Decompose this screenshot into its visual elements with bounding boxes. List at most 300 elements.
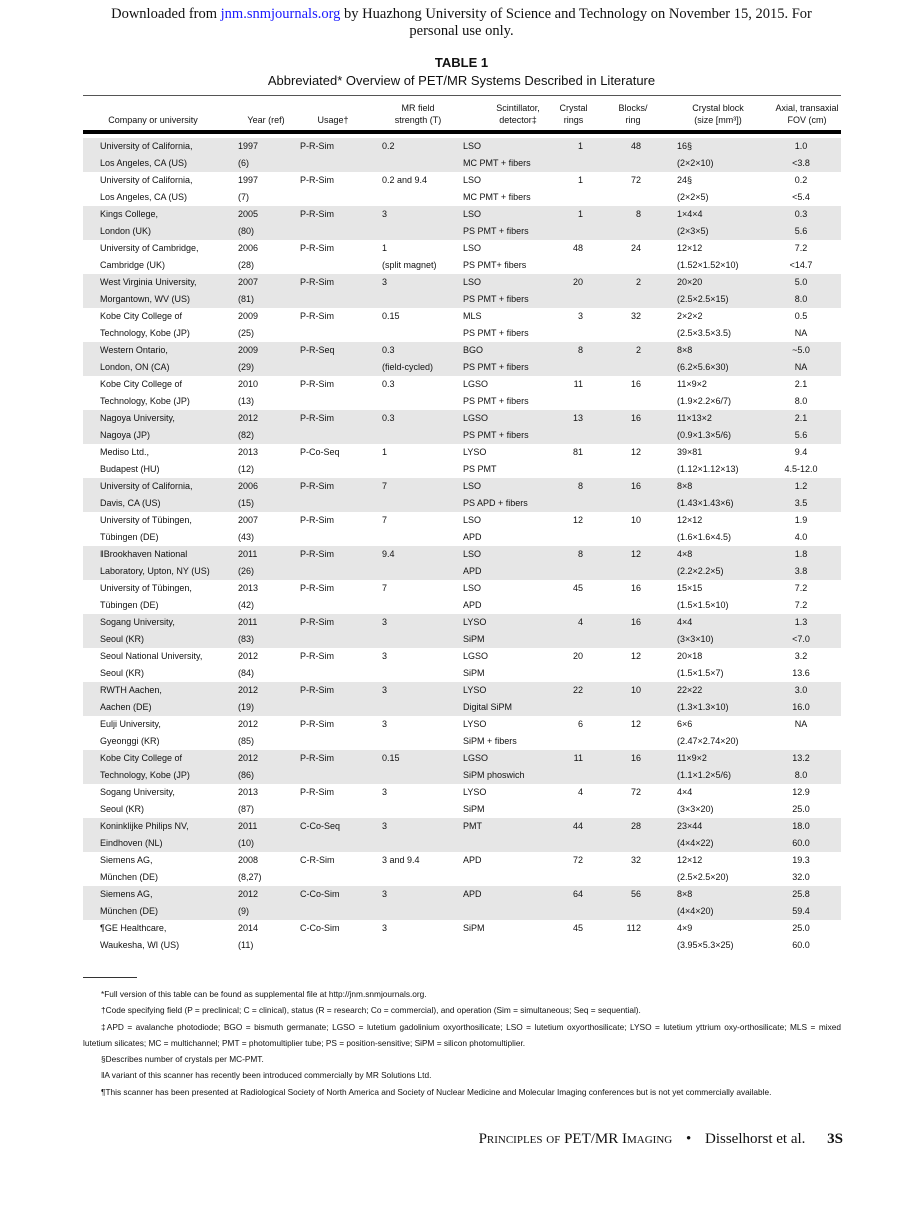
notice-text: by Huazhong University of Science and Technology on November 15, 2015. For xyxy=(340,6,812,22)
cell-scint: LYSO xyxy=(463,617,487,627)
cell-company: München (DE) xyxy=(100,906,159,916)
cell-block: (2.5×2.5×20) xyxy=(677,872,729,882)
cell-usage: P-R-Sim xyxy=(300,481,334,491)
cell-scint: LYSO xyxy=(463,719,487,729)
cell-year: (12) xyxy=(238,464,255,474)
cell-company: Davis, CA (US) xyxy=(100,498,161,508)
cell-scint: LSO xyxy=(463,141,482,151)
cell-usage: P-R-Sim xyxy=(300,719,334,729)
running-title: Principles of PET/MR Imaging xyxy=(478,1131,673,1147)
cell-fov: 3.0 xyxy=(794,685,808,695)
cell-company: Eulji University, xyxy=(100,719,161,729)
footnote: ‖A variant of this scanner has recently been introduced commercially by MR Solutions Ltd. xyxy=(101,1070,432,1081)
cell-company: Laboratory, Upton, NY (US) xyxy=(100,566,210,576)
cell-scint: SiPM xyxy=(463,634,485,644)
cell-year: 2013 xyxy=(238,583,259,593)
cell-usage: P-R-Sim xyxy=(300,549,334,559)
column-header-scintillator: Scintillator, detector‡ xyxy=(496,103,540,125)
cell-company: Western Ontario, xyxy=(100,345,168,355)
table-row xyxy=(83,750,841,784)
page-number: 3S xyxy=(827,1131,843,1147)
cell-field: 0.15 xyxy=(382,753,400,763)
cell-fov: 1.0 xyxy=(794,141,808,151)
table-row xyxy=(83,410,841,444)
cell-scint: PS PMT + fibers xyxy=(463,396,529,406)
journal-link[interactable]: jnm.snmjournals.org xyxy=(220,6,341,22)
column-header-year: Year (ref) xyxy=(247,115,285,125)
cell-field: 9.4 xyxy=(382,549,395,559)
cell-blocks: 12 xyxy=(630,447,641,457)
cell-scint: SiPM phoswich xyxy=(463,770,525,780)
table-row xyxy=(83,648,841,682)
page-footer xyxy=(479,1131,843,1148)
cell-scint: LGSO xyxy=(463,379,489,389)
table-row xyxy=(83,206,841,240)
cell-rings: 64 xyxy=(572,889,583,899)
cell-field: 7 xyxy=(382,515,388,525)
table-row xyxy=(83,852,841,886)
cell-block: (1.6×1.6×4.5) xyxy=(677,532,732,542)
cell-fov: 25.8 xyxy=(792,889,810,899)
cell-block: (6.2×5.6×30) xyxy=(677,362,729,372)
cell-fov: 5.6 xyxy=(794,226,808,236)
cell-year: 2006 xyxy=(238,481,259,491)
cell-company: Seoul (KR) xyxy=(100,804,145,814)
cell-company: Kings College, xyxy=(100,209,159,219)
cell-company: Tübingen (DE) xyxy=(100,600,159,610)
cell-year: (25) xyxy=(238,328,255,338)
footnote: †Code specifying field (P = preclinical; C = clinical), status (R = research; Co = commercial), and operation (Sim = simultaneous; Seq = sequential). xyxy=(101,1005,641,1016)
cell-year: 2007 xyxy=(238,515,259,525)
cell-year: (26) xyxy=(238,566,255,576)
cell-scint: APD xyxy=(463,889,482,899)
cell-scint: PS PMT + fibers xyxy=(463,226,529,236)
cell-year: 2008 xyxy=(238,855,259,865)
cell-company: Koninklijke Philips NV, xyxy=(100,821,189,831)
cell-rings: 45 xyxy=(572,923,583,933)
cell-block: 12×12 xyxy=(677,855,703,865)
cell-company: Eindhoven (NL) xyxy=(100,838,163,848)
cell-block: (1.43×1.43×6) xyxy=(677,498,734,508)
cell-year: (29) xyxy=(238,362,255,372)
cell-company: University of California, xyxy=(100,481,193,491)
cell-year: (81) xyxy=(238,294,255,304)
cell-fov: 7.2 xyxy=(794,583,808,593)
table-row xyxy=(83,886,841,920)
cell-scint: PMT xyxy=(463,821,482,831)
cell-scint: LSO xyxy=(463,549,482,559)
cell-year: (11) xyxy=(238,940,254,950)
footnote: ‡APD = avalanche photodiode; BGO = bismuth germanate; LGSO = lutetium gadolinium oxyorthosilicate; LSO = lutetium oxyorthosilicate; LYSO = lutetium yttrium oxy-orthosilicate; MLS = mixed lutetium silicates; MC = multichannel; PMT = photomultiplier tube; PS = position-sensitive; SiPM = silicon photomultiplier. xyxy=(83,1021,841,1048)
cell-block: 20×20 xyxy=(677,277,703,287)
table-label: TABLE 1 xyxy=(434,55,489,70)
cell-block: 4×9 xyxy=(677,923,693,933)
cell-field: 3 xyxy=(382,209,388,219)
table-row xyxy=(83,172,841,206)
cell-fov: 1.2 xyxy=(794,481,808,491)
cell-scint: LYSO xyxy=(463,685,487,695)
cell-blocks: 10 xyxy=(630,515,641,525)
table-row xyxy=(83,444,841,478)
cell-fov: 4.5-12.0 xyxy=(784,464,818,474)
cell-scint: PS PMT + fibers xyxy=(463,294,529,304)
table-row xyxy=(83,342,841,376)
cell-usage: P-R-Sim xyxy=(300,753,334,763)
cell-field: 0.2 xyxy=(382,141,395,151)
cell-scint: LSO xyxy=(463,515,482,525)
cell-blocks: 12 xyxy=(630,651,641,661)
cell-block: (2.5×3.5×3.5) xyxy=(677,328,732,338)
cell-block: (2.2×2.2×5) xyxy=(677,566,724,576)
cell-fov: 8.0 xyxy=(794,396,808,406)
cell-year: (15) xyxy=(238,498,255,508)
table-row xyxy=(83,784,841,818)
cell-scint: LYSO xyxy=(463,447,487,457)
cell-fov: 1.8 xyxy=(794,549,808,559)
cell-block: (2.5×2.5×15) xyxy=(677,294,729,304)
cell-fov: 0.3 xyxy=(794,209,808,219)
cell-year: (42) xyxy=(238,600,255,610)
cell-block: 12×12 xyxy=(677,243,703,253)
cell-year: 2007 xyxy=(238,277,259,287)
column-header-fov: Axial, transaxial FOV (cm) xyxy=(775,103,839,125)
cell-fov: 16.0 xyxy=(792,702,810,712)
cell-company: Cambridge (UK) xyxy=(100,260,166,270)
cell-usage: P-R-Sim xyxy=(300,685,334,695)
cell-block: 22×22 xyxy=(677,685,703,695)
table-row xyxy=(83,274,841,308)
cell-rings: 1 xyxy=(577,141,583,151)
cell-company: Budapest (HU) xyxy=(100,464,160,474)
cell-blocks: 72 xyxy=(630,787,641,797)
cell-company: London (UK) xyxy=(100,226,152,236)
cell-scint: SiPM xyxy=(463,668,485,678)
cell-fov: 59.4 xyxy=(792,906,810,916)
cell-year: (8,27) xyxy=(238,872,262,882)
cell-fov: 18.0 xyxy=(792,821,810,831)
cell-block: 11×13×2 xyxy=(677,413,712,423)
cell-rings: 8 xyxy=(577,481,583,491)
cell-block: (1.5×1.5×10) xyxy=(677,600,729,610)
cell-field: 3 xyxy=(382,821,388,831)
cell-field: 3 xyxy=(382,923,388,933)
cell-rings: 72 xyxy=(572,855,583,865)
cell-scint: LYSO xyxy=(463,787,487,797)
cell-blocks: 28 xyxy=(630,821,641,831)
cell-scint: LSO xyxy=(463,481,482,491)
table-title: Abbreviated* Overview of PET/MR Systems Described in Literature xyxy=(267,73,656,88)
cell-scint: PS PMT + fibers xyxy=(463,328,529,338)
cell-company: University of California, xyxy=(100,141,193,151)
cell-scint: PS PMT + fibers xyxy=(463,430,529,440)
cell-year: (19) xyxy=(238,702,255,712)
cell-year: 2012 xyxy=(238,685,259,695)
cell-scint: LGSO xyxy=(463,413,489,423)
cell-year: 2011 xyxy=(238,617,258,627)
cell-company: Nagoya University, xyxy=(100,413,175,423)
cell-company: Seoul (KR) xyxy=(100,634,145,644)
cell-scint: LGSO xyxy=(463,753,489,763)
cell-year: (84) xyxy=(238,668,255,678)
cell-year: (7) xyxy=(238,192,249,202)
cell-usage: P-R-Sim xyxy=(300,379,334,389)
cell-year: 2010 xyxy=(238,379,259,389)
cell-company: Technology, Kobe (JP) xyxy=(100,770,190,780)
cell-blocks: 2 xyxy=(635,277,641,287)
cell-blocks: 32 xyxy=(630,311,641,321)
cell-fov: <3.8 xyxy=(792,158,810,168)
cell-company: University of Tübingen, xyxy=(100,515,192,525)
cell-year: 2014 xyxy=(238,923,259,933)
cell-blocks: 112 xyxy=(626,923,641,933)
cell-year: (6) xyxy=(238,158,249,168)
cell-year: 2012 xyxy=(238,889,259,899)
cell-scint: LSO xyxy=(463,243,482,253)
cell-block: (1.5×1.5×7) xyxy=(677,668,724,678)
cell-usage: P-R-Sim xyxy=(300,583,334,593)
table-body xyxy=(83,138,841,954)
notice-text: Downloaded from xyxy=(111,6,221,22)
cell-block: 15×15 xyxy=(677,583,703,593)
cell-rings: 48 xyxy=(572,243,583,253)
cell-blocks: 12 xyxy=(630,549,641,559)
cell-block: (1.12×1.12×13) xyxy=(677,464,739,474)
footnote: ¶This scanner has been presented at Radiological Society of North America and Society of Nuclear Medicine and Molecular Imaging conferences but is not yet commercially available. xyxy=(101,1086,772,1097)
cell-block: 8×8 xyxy=(677,481,693,491)
cell-fov: ~5.0 xyxy=(792,345,810,355)
table-row xyxy=(83,920,841,954)
cell-fov: 8.0 xyxy=(794,294,808,304)
cell-company: Los Angeles, CA (US) xyxy=(100,192,188,202)
cell-company: Kobe City College of xyxy=(100,311,183,321)
cell-company: ¶GE Healthcare, xyxy=(100,923,167,933)
cell-blocks: 16 xyxy=(630,617,641,627)
cell-block: 23×44 xyxy=(677,821,703,831)
cell-scint: MLS xyxy=(463,311,482,321)
cell-rings: 22 xyxy=(572,685,583,695)
footnote-divider xyxy=(83,977,137,978)
cell-fov: <7.0 xyxy=(792,634,810,644)
cell-company: Siemens AG, xyxy=(100,889,153,899)
cell-field: 3 xyxy=(382,719,388,729)
cell-block: 1×4×4 xyxy=(677,209,703,219)
cell-scint: PS PMT+ fibers xyxy=(463,260,527,270)
cell-blocks: 32 xyxy=(630,855,641,865)
table-row xyxy=(83,682,841,716)
cell-company: Tübingen (DE) xyxy=(100,532,159,542)
cell-scint: PS APD + fibers xyxy=(463,498,528,508)
table-row xyxy=(83,308,841,342)
cell-year: 2012 xyxy=(238,413,259,423)
cell-rings: 4 xyxy=(577,787,583,797)
cell-field: 3 xyxy=(382,787,388,797)
cell-scint: SiPM xyxy=(463,804,485,814)
cell-block: (4×4×22) xyxy=(677,838,714,848)
cell-fov: 4.0 xyxy=(794,532,808,542)
cell-field: 0.3 xyxy=(382,345,395,355)
cell-fov: 3.5 xyxy=(794,498,808,508)
cell-rings: 20 xyxy=(572,277,583,287)
cell-scint: SiPM + fibers xyxy=(463,736,517,746)
cell-company: Kobe City College of xyxy=(100,379,183,389)
cell-block: (3×3×20) xyxy=(677,804,714,814)
cell-usage: P-R-Sim xyxy=(300,651,334,661)
cell-rings: 11 xyxy=(573,379,583,389)
cell-blocks: 8 xyxy=(635,209,641,219)
cell-company: Seoul (KR) xyxy=(100,668,145,678)
cell-year: (80) xyxy=(238,226,255,236)
table-row xyxy=(83,716,841,750)
cell-field: 7 xyxy=(382,583,388,593)
cell-block: 12×12 xyxy=(677,515,703,525)
cell-company: München (DE) xyxy=(100,872,159,882)
cell-usage: P-R-Sim xyxy=(300,515,334,525)
cell-company: Waukesha, WI (US) xyxy=(100,940,180,950)
cell-year: 2009 xyxy=(238,311,259,321)
footnote: §Describes number of crystals per MC-PMT. xyxy=(101,1054,264,1065)
cell-scint: LSO xyxy=(463,277,482,287)
cell-usage: P-R-Sim xyxy=(300,311,334,321)
cell-scint: SiPM xyxy=(463,923,485,933)
cell-block: (3×3×10) xyxy=(677,634,714,644)
cell-scint: APD xyxy=(463,600,482,610)
cell-fov: 9.4 xyxy=(794,447,808,457)
cell-block: (2×2×10) xyxy=(677,158,714,168)
cell-company: London, ON (CA) xyxy=(100,362,170,372)
cell-scint: MC PMT + fibers xyxy=(463,192,531,202)
column-header-field-strength: MR field strength (T) xyxy=(394,103,442,125)
cell-usage: C-Co-Seq xyxy=(300,821,341,831)
cell-scint: BGO xyxy=(463,345,484,355)
cell-field: 3 xyxy=(382,651,388,661)
cell-blocks: 48 xyxy=(630,141,641,151)
cell-year: (13) xyxy=(238,396,255,406)
table-row xyxy=(83,376,841,410)
cell-blocks: 10 xyxy=(630,685,641,695)
cell-usage: C-Co-Sim xyxy=(300,923,340,933)
cell-fov: 3.8 xyxy=(794,566,808,576)
cell-fov: 7.2 xyxy=(794,600,808,610)
cell-usage: P-R-Sim xyxy=(300,787,334,797)
cell-field: 1 xyxy=(382,447,388,457)
cell-field: 3 xyxy=(382,685,388,695)
cell-block: 16§ xyxy=(677,141,693,151)
cell-blocks: 16 xyxy=(630,413,641,423)
cell-block: 6×6 xyxy=(677,719,693,729)
cell-year: 2011 xyxy=(238,549,258,559)
cell-block: (1.52×1.52×10) xyxy=(677,260,739,270)
cell-company: Gyeonggi (KR) xyxy=(100,736,160,746)
separator: • xyxy=(685,1131,692,1147)
table-row xyxy=(83,580,841,614)
cell-fov: 13.6 xyxy=(792,668,810,678)
cell-company: University of Cambridge, xyxy=(100,243,199,253)
cell-blocks: 16 xyxy=(630,583,641,593)
cell-year: (86) xyxy=(238,770,255,780)
cell-year: 1997 xyxy=(238,175,259,185)
cell-company: Siemens AG, xyxy=(100,855,153,865)
cell-scint: PS PMT xyxy=(463,464,497,474)
cell-fov: 1.3 xyxy=(794,617,808,627)
cell-blocks: 24 xyxy=(630,243,641,253)
cell-company: University of Tübingen, xyxy=(100,583,192,593)
footnote: *Full version of this table can be found as supplemental file at http://jnm.snmjournals.org. xyxy=(101,989,427,999)
cell-fov: 60.0 xyxy=(792,838,810,848)
cell-usage: P-R-Sim xyxy=(300,277,334,287)
table-caption xyxy=(0,55,923,88)
cell-field: 3 xyxy=(382,617,388,627)
cell-fov: 0.5 xyxy=(794,311,808,321)
pet-mr-systems-table xyxy=(83,95,841,954)
column-header-blocks-per-ring: Blocks/ ring xyxy=(618,103,648,125)
cell-fov: 8.0 xyxy=(794,770,808,780)
cell-year: 2012 xyxy=(238,753,259,763)
cell-company: Nagoya (JP) xyxy=(100,430,151,440)
footnotes xyxy=(83,986,841,1100)
cell-company: Sogang University, xyxy=(100,617,175,627)
cell-company: RWTH Aachen, xyxy=(100,685,162,695)
cell-fov: <5.4 xyxy=(792,192,810,202)
cell-usage: P-Co-Seq xyxy=(300,447,340,457)
cell-rings: 1 xyxy=(577,175,583,185)
cell-block: 39×81 xyxy=(677,447,703,457)
table-row xyxy=(83,138,841,172)
cell-blocks: 12 xyxy=(630,719,641,729)
cell-year: 2009 xyxy=(238,345,259,355)
cell-year: (9) xyxy=(238,906,249,916)
cell-year: (28) xyxy=(238,260,255,270)
cell-block: 20×18 xyxy=(677,651,703,661)
cell-company: West Virginia University, xyxy=(100,277,197,287)
cell-fov: 2.1 xyxy=(794,379,808,389)
cell-year: 2012 xyxy=(238,651,259,661)
cell-rings: 4 xyxy=(577,617,583,627)
cell-fov: 13.2 xyxy=(792,753,810,763)
cell-scint: LSO xyxy=(463,175,482,185)
cell-rings: 11 xyxy=(573,753,583,763)
cell-blocks: 16 xyxy=(630,481,641,491)
table-row xyxy=(83,240,841,274)
cell-block: 11×9×2 xyxy=(677,379,707,389)
cell-year: (43) xyxy=(238,532,255,542)
cell-block: (1.1×1.2×5/6) xyxy=(677,770,732,780)
cell-fov: NA xyxy=(794,328,808,338)
cell-field: 3 and 9.4 xyxy=(382,855,420,865)
download-notice xyxy=(0,6,923,40)
cell-company: Technology, Kobe (JP) xyxy=(100,328,190,338)
cell-usage: C-Co-Sim xyxy=(300,889,340,899)
cell-field: 0.15 xyxy=(382,311,400,321)
cell-scint: LSO xyxy=(463,209,482,219)
cell-company: Seoul National University, xyxy=(100,651,203,661)
cell-year: (83) xyxy=(238,634,255,644)
cell-year: 2013 xyxy=(238,447,259,457)
cell-usage: P-R-Sim xyxy=(300,209,334,219)
cell-scint: LSO xyxy=(463,583,482,593)
cell-block: 8×8 xyxy=(677,889,693,899)
cell-year: (82) xyxy=(238,430,255,440)
cell-blocks: 56 xyxy=(630,889,641,899)
cell-usage: P-R-Sim xyxy=(300,141,334,151)
cell-blocks: 16 xyxy=(630,379,641,389)
cell-fov: 60.0 xyxy=(792,940,810,950)
cell-fov: 2.1 xyxy=(794,413,808,423)
cell-rings: 8 xyxy=(577,345,583,355)
cell-field: (split magnet) xyxy=(382,260,437,270)
cell-year: 2005 xyxy=(238,209,259,219)
cell-rings: 13 xyxy=(572,413,583,423)
notice-text: personal use only. xyxy=(409,23,514,39)
